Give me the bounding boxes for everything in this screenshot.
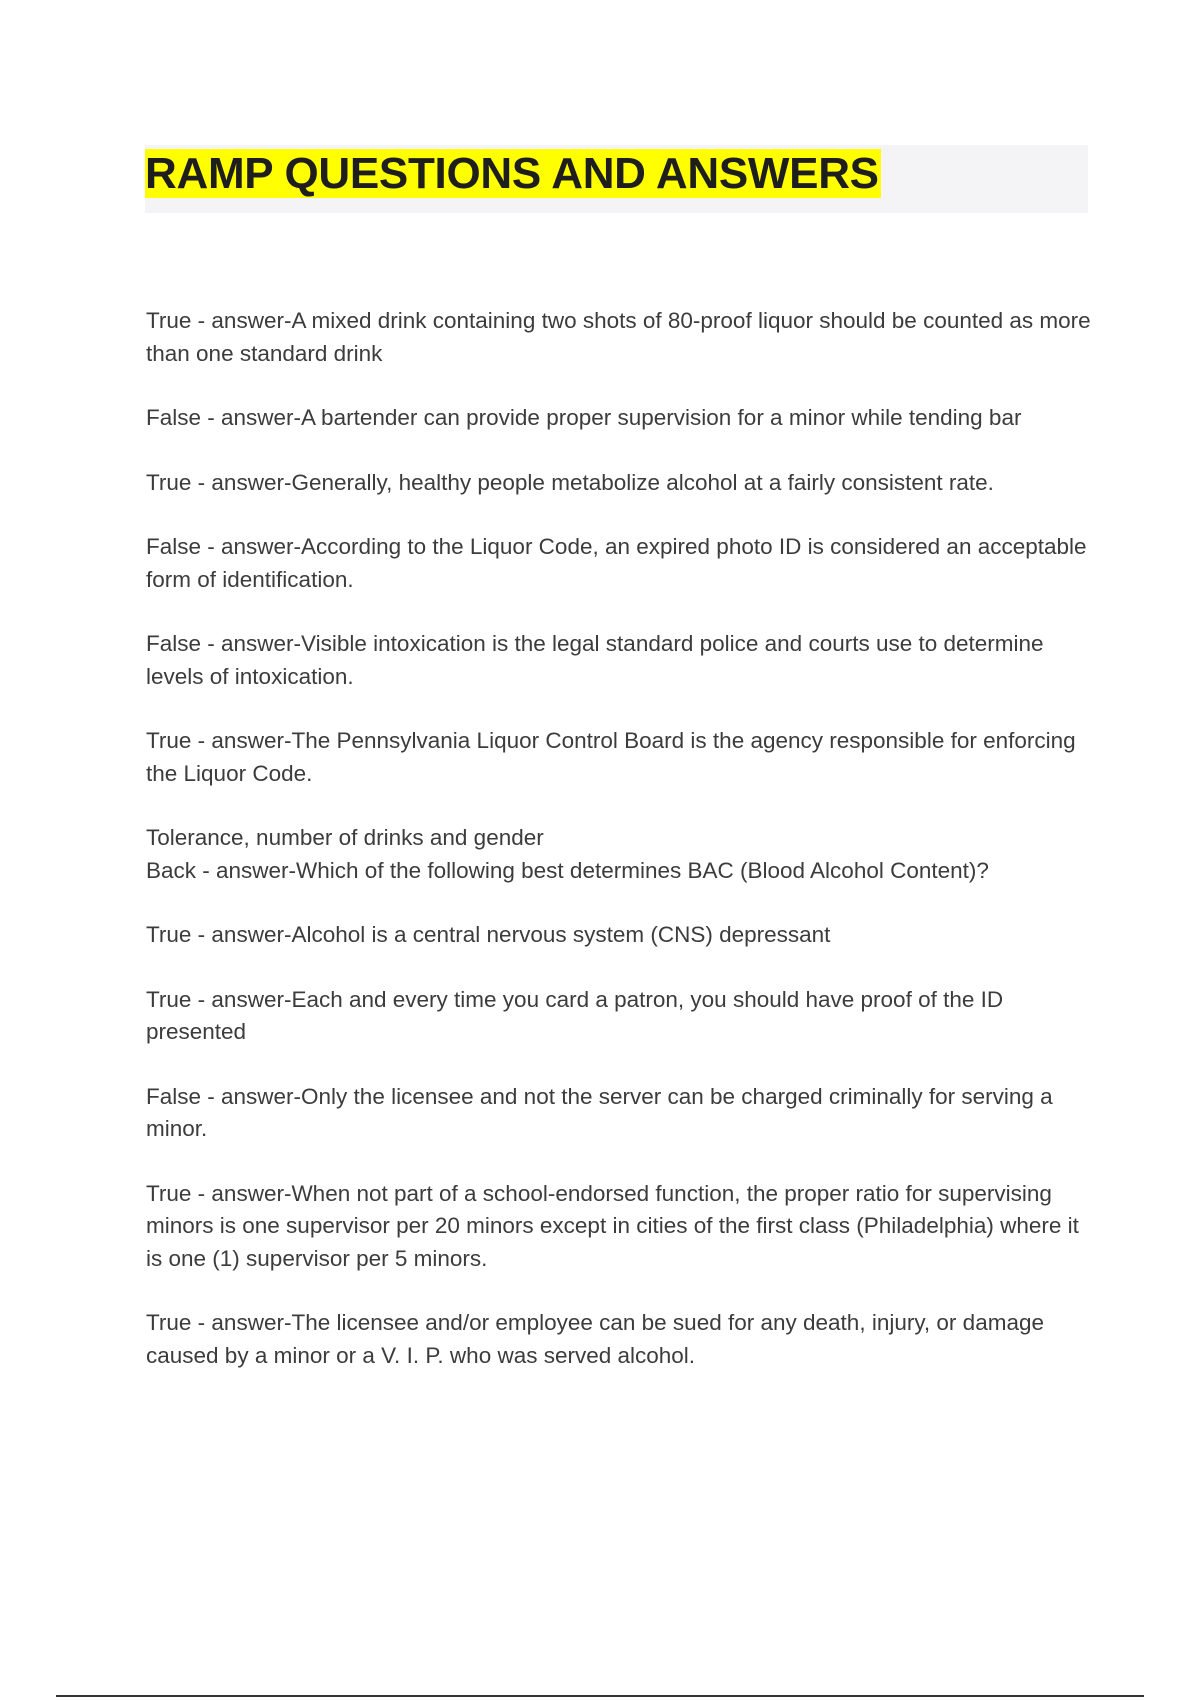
qa-item: False - answer-According to the Liquor Code, an expired photo ID is considered an acceptable form of identification. [146,534,1087,592]
qa-item: True - answer-Generally, healthy people metabolize alcohol at a fairly consistent rate. [146,469,994,495]
qa-item: False - answer-A bartender can provide proper supervision for a minor while tending bar [146,405,1022,430]
qa-item: True - answer-The licensee and/or employee can be sued for any death, injury, or damage caused by a minor or a V. I. P. who was served alcohol. [146,1310,1044,1368]
qa-item: False - answer-Only the licensee and not the server can be charged criminally for serving a minor. [146,1083,1053,1141]
qa-item: True - answer-Alcohol is a central nervous system (CNS) depressant [146,922,831,947]
footer-divider [56,1695,1144,1697]
page-title [145,148,881,200]
qa-item: True - answer-Each and every time you card a patron, you should have proof of the ID presented [146,986,1004,1044]
qa-item: Tolerance, number of drinks and gender Back - answer-Which of the following best determines BAC (Blood Alcohol Content)? [146,825,989,883]
qa-item: False - answer-Visible intoxication is the legal standard police and courts use to determine levels of intoxication. [146,631,1044,689]
page-title-text: RAMP QUESTIONS AND ANSWERS [145,149,879,198]
qa-item: True - answer-The Pennsylvania Liquor Control Board is the agency responsible for enforcing the Liquor Code. [146,728,1076,786]
qa-item: True - answer-A mixed drink containing two shots of 80-proof liquor should be counted as more than one standard drink [146,308,1091,366]
qa-list [146,305,1096,1404]
qa-item: True - answer-When not part of a school-endorsed function, the proper ratio for supervising minors is one supervisor per 20 minors except in cities of the first class (Philadelphia) where it is one (1) supervisor per 5 minors. [146,1180,1079,1271]
